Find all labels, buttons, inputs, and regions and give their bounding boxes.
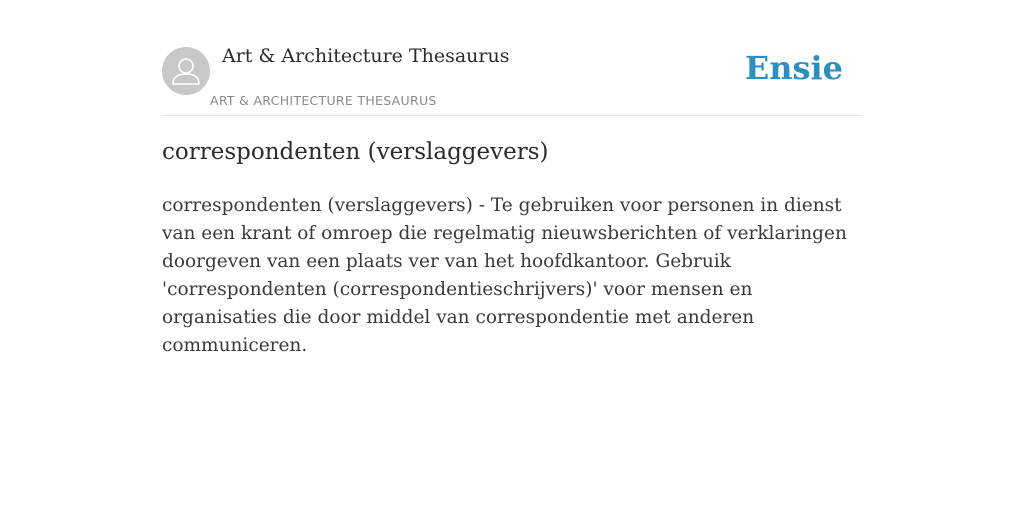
brand-logo[interactable]: Ensie	[744, 49, 843, 87]
article-body: correspondenten (verslaggevers) - Te gebruiken voor personen in dienst van een krant of omroep die regelmatig nieuwsberichten of verklaringen doorgeven van een plaats ver van het hoofdkantoor. Gebruik 'correspondenten (correspondentieschrijvers)' voor mensen en organisaties die door middel van correspondentie met anderen communiceren.	[162, 195, 847, 356]
avatar[interactable]	[162, 47, 210, 95]
content-container	[162, 0, 862, 356]
user-silhouette-icon	[162, 47, 210, 95]
page-title: correspondenten (verslaggevers)	[162, 139, 549, 165]
author-name[interactable]: Art & Architecture Thesaurus	[222, 45, 510, 67]
author-subtitle[interactable]: ART & ARCHITECTURE THESAURUS	[210, 93, 437, 108]
page-header	[162, 0, 862, 116]
